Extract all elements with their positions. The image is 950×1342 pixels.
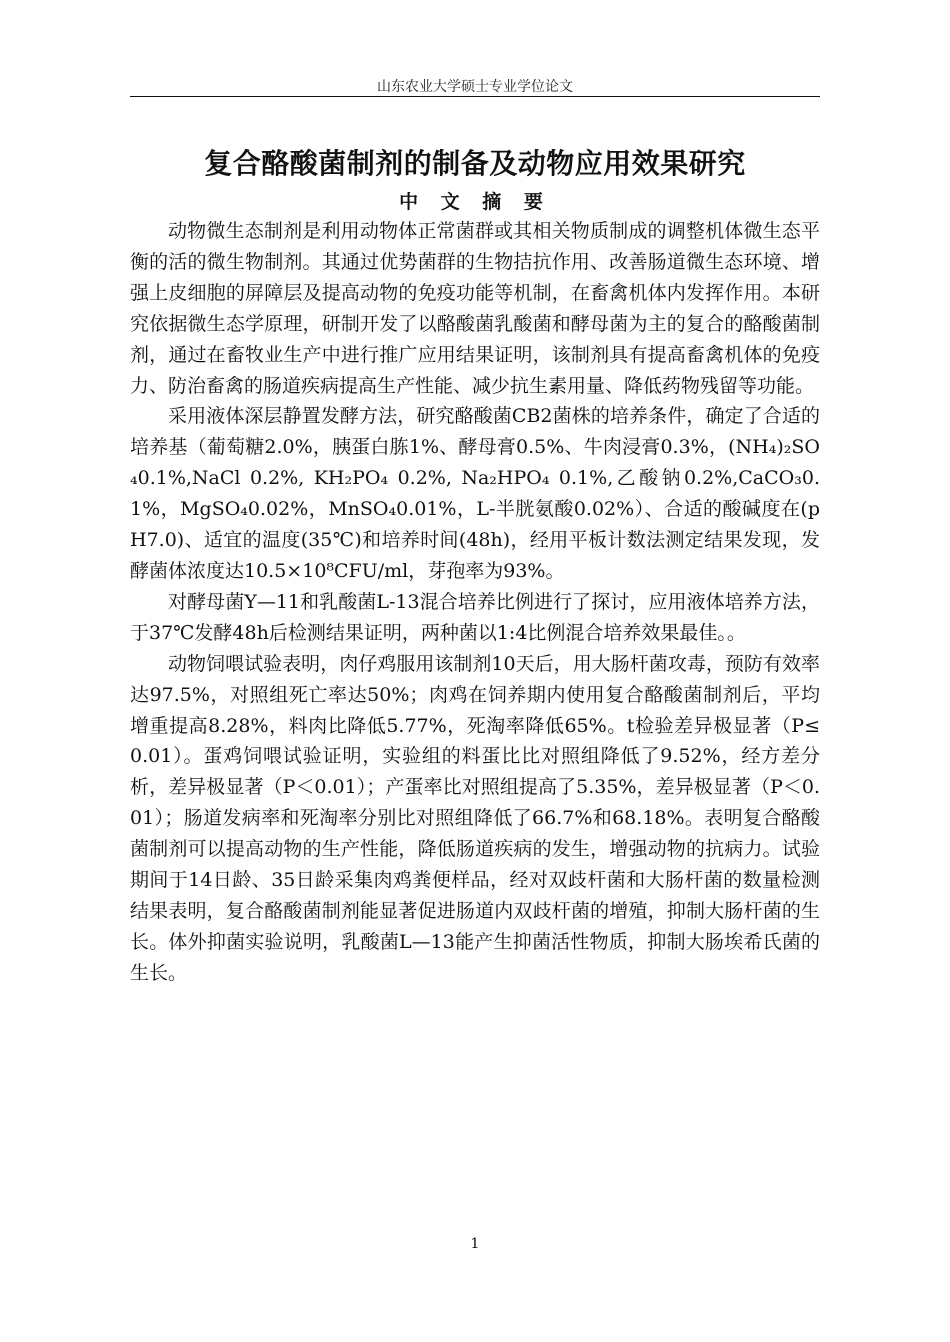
abstract-heading: 中 文 摘 要 xyxy=(399,191,551,213)
running-header: 山东农业大学硕士专业学位论文 xyxy=(377,79,573,95)
abstract-paragraph-1: 动物微生态制剂是利用动物体正常菌群或其相关物质制成的调整机体微生态平衡的活的微生物制剂。其通过优势菌群的生物拮抗作用、改善肠道微生态环境、增强上皮细胞的屏障层及提高动物的免疫功能等机制，在畜禽机体内发挥作用。本研究依据微生态学原理，研制开发了以酪酸菌乳酸菌和酵母菌为主的复合的酪酸菌制剂，通过在畜牧业生产中进行推广应用结果证明，该制剂具有提高畜禽机体的免疫力、防治畜禽的肠道疾病提高生产性能、减少抗生素用量、降低药物残留等功能。 xyxy=(130,220,820,397)
page-number: 1 xyxy=(470,1236,480,1252)
abstract-paragraph-4: 动物饲喂试验表明，肉仔鸡服用该制剂10天后，用大肠杆菌攻毒，预防有效率达97.5%，对照组死亡率达50%；肉鸡在饲养期内使用复合酪酸菌制剂后，平均增重提高8.28%，料肉比降低5.77%，死淘率降低65%。t检验差异极显著（P≤0.01）。蛋鸡饲喂试验证明，实验组的料蛋比比对照组降低了9.52%，经方差分析，差异极显著（P＜0.01）；产蛋率比对照组提高了5.35%，差异极显著（P＜0.01）；肠道发病率和死淘率分别比对照组降低了66.7%和68.18%。表明复合酪酸菌制剂可以提高动物的生产性能，降低肠道疾病的发生，增强动物的抗病力。试验期间于14日龄、35日龄采集肉鸡粪便样品，经对双歧杆菌和大肠杆菌的数量检测结果表明，复合酪酸菌制剂能显著促进肠道内双歧杆菌的增殖，抑制大肠杆菌的生长。体外抑菌实验说明，乳酸菌L—13能产生抑菌活性物质，抑制大肠埃希氏菌的生长。 xyxy=(130,652,820,984)
header-rule xyxy=(130,96,820,97)
abstract-paragraph-3: 对酵母菌Y—11和乳酸菌L-13混合培养比例进行了探讨，应用液体培养方法，于37℃发酵48h后检测结果证明，两种菌以1:4比例混合培养效果最佳。。 xyxy=(130,590,820,644)
abstract-paragraph-2: 采用液体深层静置发酵方法，研究酪酸菌CB2菌株的培养条件，确定了合适的培养基（葡萄糖2.0%，胰蛋白胨1%、酵母膏0.5%、牛肉浸膏0.3%，(NH₄)₂SO₄0.1%,NaCl 0.2%, KH₂PO₄ 0.2%, Na₂HPO₄ 0.1%,乙酸钠0.2%,CaCO₃0.1%，MgSO₄0.02%，MnSO₄0.01%，L-半胱氨酸0.02%）、合适的酸碱度在(pH7.0)、适宜的温度(35℃)和培养时间(48h)，经用平板计数法测定结果发现，发酵菌体浓度达10.5×10⁸CFU/ml，芽孢率为93%。 xyxy=(130,405,820,582)
abstract-body xyxy=(130,216,820,989)
paper-title: 复合酪酸菌制剂的制备及动物应用效果研究 xyxy=(204,147,746,180)
